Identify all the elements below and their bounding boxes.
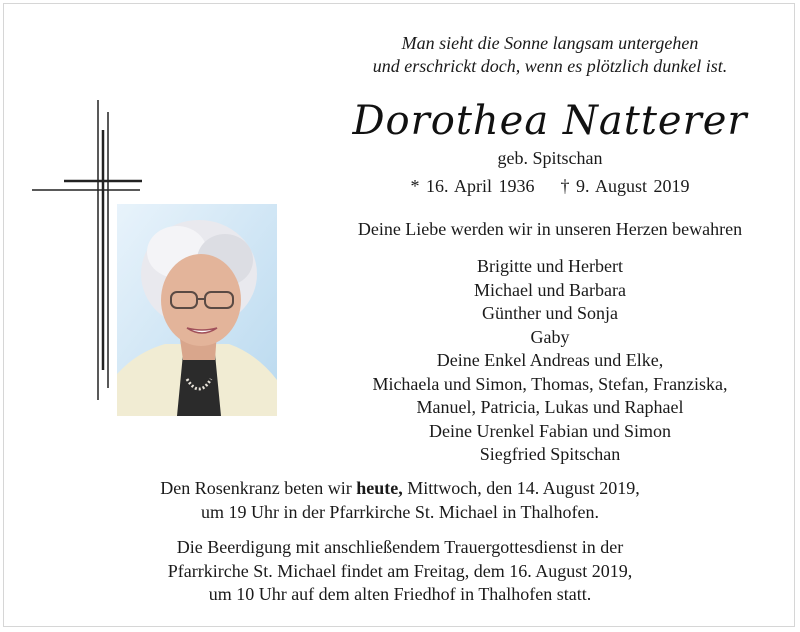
- death-date: † 9. August 2019: [560, 176, 690, 196]
- funeral-line: Die Beerdigung mit anschließendem Trauergottesdienst in der: [176, 537, 624, 557]
- funeral-notice: [0, 536, 800, 607]
- rosary-today: heute,: [356, 478, 403, 498]
- birth-name: geb. Spitschan: [497, 148, 603, 168]
- family-list: [300, 255, 800, 467]
- family-line: Siegfried Spitschan: [479, 444, 621, 464]
- rosary-notice: [0, 477, 800, 524]
- family-line: Deine Enkel Andreas und Elke,: [436, 350, 664, 370]
- life-dates: [300, 176, 800, 197]
- rosary-text: Den Rosenkranz beten wir: [160, 478, 357, 498]
- birth-date: * 16. April 1936: [410, 176, 535, 196]
- family-line: Brigitte und Herbert: [477, 256, 623, 276]
- rosary-line-1: [0, 477, 800, 501]
- family-line: Michaela und Simon, Thomas, Stefan, Franziska,: [372, 373, 728, 394]
- family-line: Manuel, Patricia, Lukas und Raphael: [416, 397, 684, 417]
- poem-line: und erschrickt doch, wenn es plötzlich dunkel ist.: [372, 56, 728, 76]
- family-line: Günther und Sonja: [482, 303, 618, 323]
- family-line: Michael und Barbara: [474, 279, 626, 300]
- rosary-date: Mittwoch, den 14. August 2019,: [402, 478, 640, 498]
- family-line: Gaby: [530, 326, 570, 347]
- rosary-line-2: um 19 Uhr in der Pfarrkirche St. Michael in Thalhofen.: [200, 501, 600, 522]
- memorial-quote: Deine Liebe werden wir in unseren Herzen bewahren: [357, 219, 743, 239]
- deceased-name: Dorothea Natterer: [352, 98, 748, 144]
- poem: [300, 32, 800, 78]
- funeral-line: Pfarrkirche St. Michael findet am Freitag, dem 16. August 2019,: [167, 560, 633, 581]
- poem-line: Man sieht die Sonne langsam untergehen: [401, 33, 699, 53]
- funeral-line: um 10 Uhr auf dem alten Friedhof in Thalhofen statt.: [208, 584, 592, 604]
- portrait-photo: [117, 204, 277, 416]
- family-line: Deine Urenkel Fabian und Simon: [429, 420, 671, 441]
